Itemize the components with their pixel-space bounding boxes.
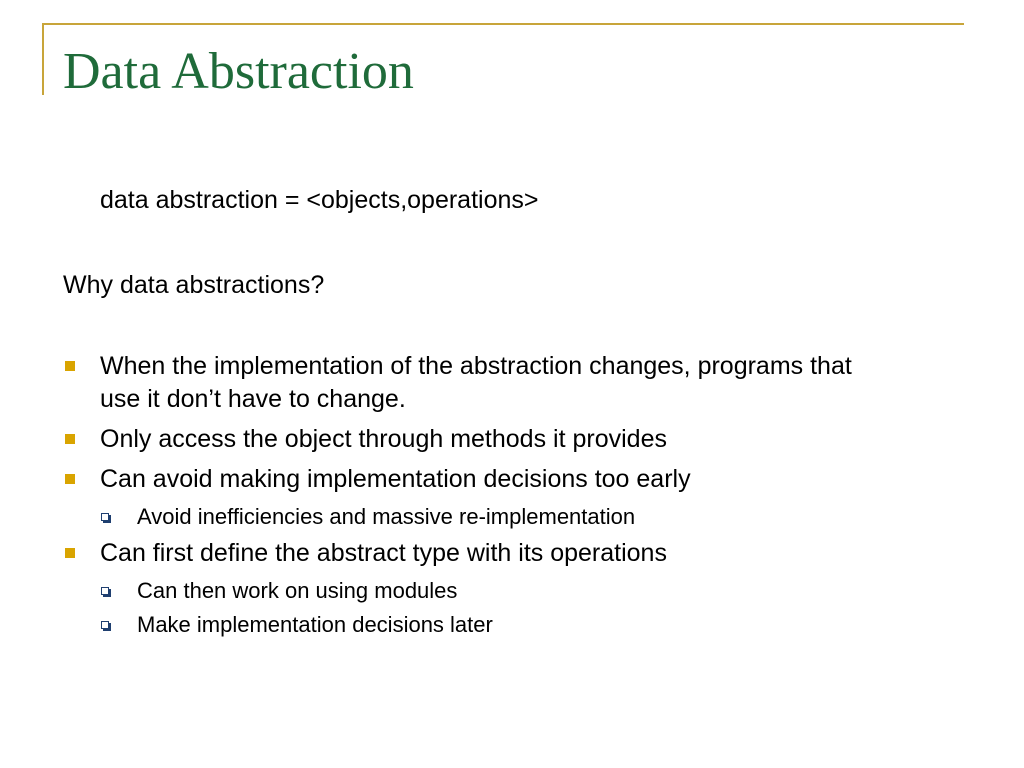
- square-bullet-icon: [65, 434, 75, 444]
- sub-bullet-text: Can then work on using modules: [137, 578, 458, 603]
- bullet-text: Can first define the abstract type with its operations: [100, 539, 667, 567]
- bullet-item: [0, 423, 880, 456]
- bullet-text: Can avoid making implementation decisions too early: [100, 465, 691, 493]
- hollow-square-bullet-icon: [101, 513, 109, 521]
- bullet-list: [0, 350, 1024, 645]
- frame-left-line: [42, 23, 44, 95]
- hollow-square-bullet-icon: [101, 587, 109, 595]
- square-bullet-icon: [65, 474, 75, 484]
- bullet-text: Only access the object through methods it provides: [100, 425, 667, 453]
- bullet-item: [0, 537, 880, 570]
- sub-bullet-text: Make implementation decisions later: [137, 612, 493, 637]
- bullet-text: When the implementation of the abstraction changes, programs that use it don’t have to change.: [100, 352, 852, 413]
- question-text: Why data abstractions?: [63, 271, 325, 299]
- formula-text: data abstraction = <objects,operations>: [100, 186, 539, 214]
- sub-bullet-list: [0, 503, 1024, 531]
- square-bullet-icon: [65, 361, 75, 371]
- square-bullet-icon: [65, 548, 75, 558]
- frame-top-line: [42, 23, 964, 25]
- sub-bullet-list: [0, 577, 1024, 639]
- sub-bullet-item: [0, 503, 1024, 531]
- sub-bullet-item: [0, 611, 1024, 639]
- sub-bullet-text: Avoid inefficiencies and massive re-implementation: [137, 504, 636, 529]
- bullet-item: [0, 463, 880, 496]
- slide-title: Data Abstraction: [63, 43, 414, 100]
- sub-bullet-item: [0, 577, 1024, 605]
- hollow-square-bullet-icon: [101, 621, 109, 629]
- bullet-item: [0, 350, 880, 416]
